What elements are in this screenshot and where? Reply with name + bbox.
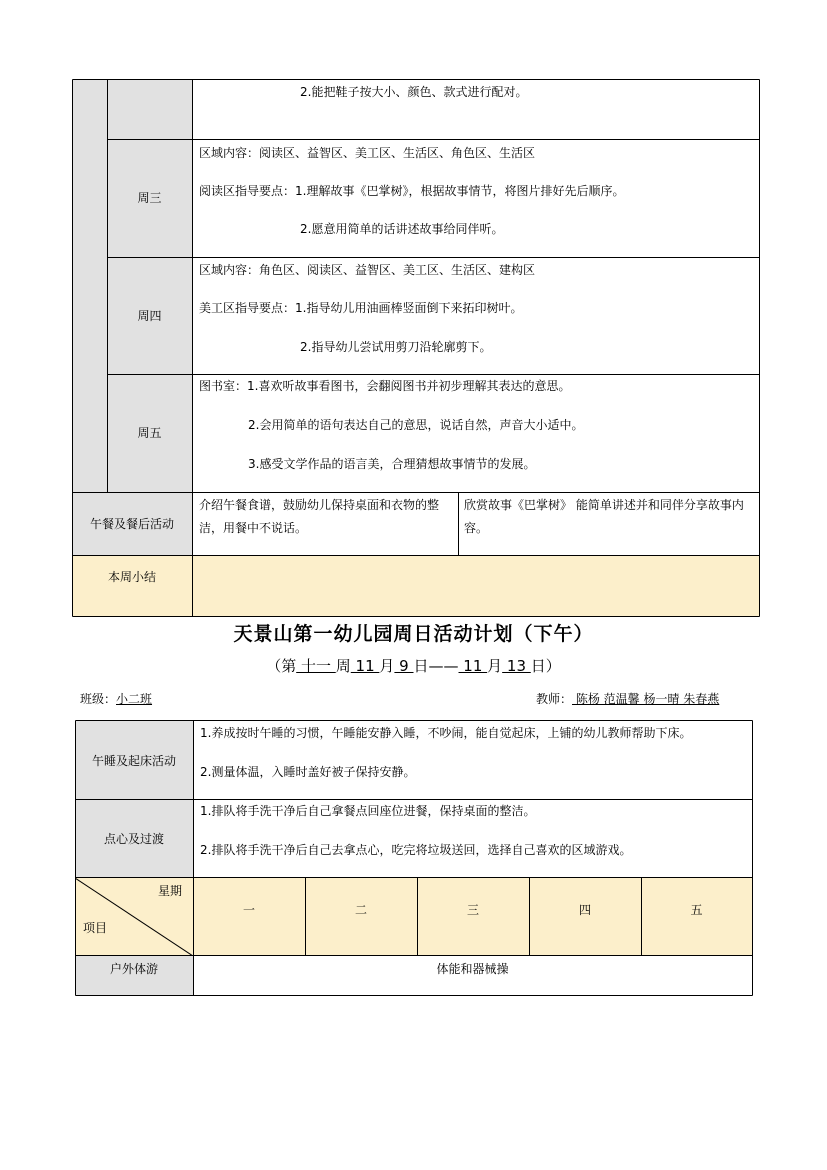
end-day: 13: [502, 657, 531, 675]
wed-line-1: 区域内容：阅读区、益智区、美工区、生活区、角色区、生活区: [199, 146, 536, 160]
snack-line-2: 2.排队将手洗干净后自己去拿点心，吃完将垃圾送回，选择自己喜欢的区域游戏。: [200, 843, 632, 857]
fri-line-1: 图书室：1.喜欢听故事看图书，会翻阅图书并初步理解其表达的意思。: [199, 379, 571, 393]
outdoor-label: 户外体游: [109, 962, 158, 976]
teacher-label: 教师：: [536, 692, 573, 706]
weekday-mon: 一: [242, 903, 255, 917]
nap-line-2: 2.测量体温，入睡时盖好被子保持安静。: [200, 765, 416, 779]
wed-line-2: 阅读区指导要点：1.理解故事《巴掌树》，根据故事情节，将图片排好先后顺序。: [199, 184, 625, 198]
summary-label: 本周小结: [107, 570, 156, 584]
lower-table-grid: [0, 700, 827, 1010]
nap-label: 午睡及起床活动: [75, 721, 193, 800]
date-prefix: （第: [266, 657, 297, 675]
start-month: 11: [350, 657, 380, 675]
class-value: 小二班: [116, 692, 153, 706]
day-label-thu: 周四: [107, 257, 192, 374]
snack-label: 点心及过渡: [75, 800, 193, 878]
weekday-tue: 二: [354, 903, 367, 917]
end-month: 11: [458, 657, 488, 675]
corner-weekday-label: 星期: [158, 884, 183, 898]
snack-line-1: 1.排队将手洗干净后自己拿餐点回座位进餐，保持桌面的整洁。: [200, 804, 536, 818]
date-suffix: 日）: [530, 657, 561, 675]
lunch-left-text: 介绍午餐食谱，鼓励幼儿保持桌面和衣物的整洁，用餐中不说话。: [199, 498, 440, 535]
teacher-value: 陈杨 范温馨 杨一晴 朱春燕: [572, 692, 720, 706]
fri-line-2: 2.会用简单的语句表达自己的意思，说话自然，声音大小适中。: [248, 418, 584, 432]
fri-line-3: 3.感受文学作品的语言美，合理猜想故事情节的发展。: [248, 457, 536, 471]
day-label-wed: 周三: [107, 139, 192, 257]
date-line: [0, 656, 827, 676]
weekday-wed: 三: [466, 903, 479, 917]
thu-line-2: 美工区指导要点：1.指导幼儿用油画棒竖面倒下来拓印树叶。: [199, 301, 523, 315]
date-range-sep: 日——: [413, 657, 459, 675]
date-month-label: 月: [379, 657, 395, 675]
continued-text: 2.能把鞋子按大小、颜色、款式进行配对。: [300, 85, 528, 99]
week-number: 十一: [296, 657, 336, 675]
weekday-thu: 四: [578, 903, 591, 917]
thu-line-1: 区域内容：角色区、阅读区、益智区、美工区、生活区、建构区: [199, 263, 536, 277]
thu-line-3: 2.指导幼儿尝试用剪刀沿轮廓剪下。: [300, 340, 492, 354]
day-label-fri: 周五: [107, 374, 192, 492]
lunch-right-text: 欣赏故事《巴掌树》 能简单讲述并和同伴分享故事内容。: [464, 498, 744, 535]
start-day: 9: [394, 657, 414, 675]
page-title: 天景山第一幼儿园周日活动计划（下午）: [233, 623, 594, 645]
nap-line-1: 1.养成按时午睡的习惯，午睡能安静入睡，不吵闹，能自觉起床，上铺的幼儿教师帮助下床。: [200, 726, 692, 740]
date-week-label: 周: [335, 657, 351, 675]
corner-item-label: 项目: [83, 921, 108, 935]
wed-line-3: 2.愿意用简单的话讲述故事给同伴听。: [300, 222, 504, 236]
outdoor-content: 体能和器械操: [436, 962, 509, 976]
weekday-fri: 五: [690, 903, 703, 917]
date-month-label-2: 月: [487, 657, 503, 675]
class-label: 班级：: [80, 692, 117, 706]
lunch-label: 午餐及餐后活动: [72, 492, 192, 555]
